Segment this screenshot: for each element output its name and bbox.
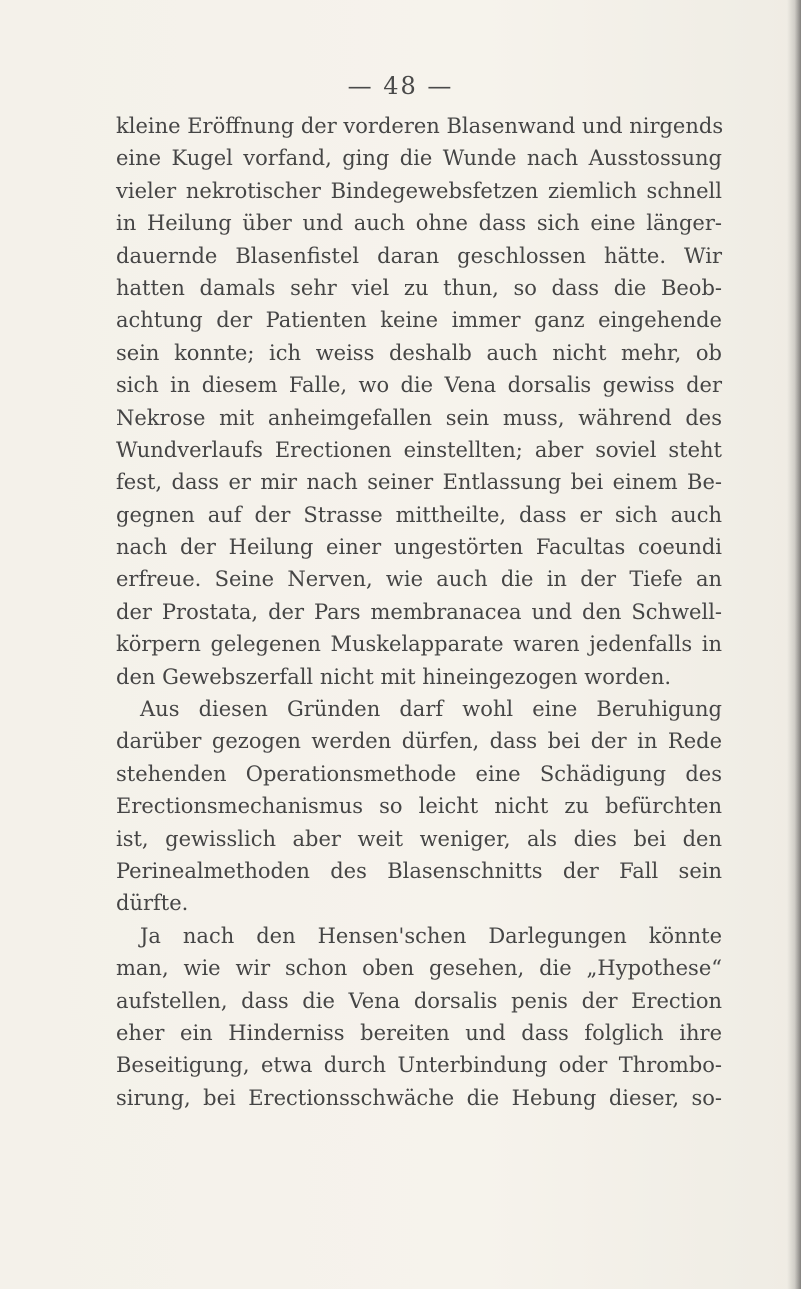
text-line: achtung der Patienten keine immer ganz eingehende xyxy=(116,308,722,333)
text-line: in Heilung über und auch ohne dass sich eine länger- xyxy=(116,211,722,236)
text-line: kleine Eröffnung der vorderen Blasenwand und nirgends xyxy=(116,114,724,138)
text-line: Perinealmethoden des Blasenschnitts der Fall sein xyxy=(116,858,722,883)
text-line: nach der Heilung einer ungestörten Facultas coeundi xyxy=(116,535,722,560)
text-line: fest, dass er mir nach seiner Entlassung bei einem Be- xyxy=(116,470,722,495)
text-line: dauernde Blasenfistel daran geschlossen hätte. Wir xyxy=(116,243,722,268)
text-line: aufstellen, dass die Vena dorsalis penis der Erection xyxy=(116,988,722,1013)
text-line: ist, gewisslich aber weit weniger, als dies bei den xyxy=(116,826,722,851)
text-line: den Gewebszerfall nicht mit hineingezogen worden. xyxy=(116,664,672,689)
text-line: Nekrose mit anheimgefallen sein muss, während des xyxy=(116,405,722,430)
text-line: eine Kugel vorfand, ging die Wunde nach Ausstossung xyxy=(116,146,722,171)
text-line: vieler nekrotischer Bindegewebsfetzen ziemlich schnell xyxy=(116,178,722,203)
text-line: stehenden Operationsmethode eine Schädigung des xyxy=(116,761,722,786)
text-line: gegnen auf der Strasse mittheilte, dass er sich auch xyxy=(116,502,722,527)
text-line: der Prostata, der Pars membranacea und den Schwell- xyxy=(116,599,722,624)
text-line: sich in diesem Falle, wo die Vena dorsalis gewiss der xyxy=(116,373,722,398)
text-line: man, wie wir schon oben gesehen, die „Hypothese“ xyxy=(116,956,722,981)
text-line: Wundverlaufs Erectionen einstellten; aber soviel steht xyxy=(116,437,722,462)
text-line: Beseitigung, etwa durch Unterbindung oder Thrombo- xyxy=(116,1053,722,1078)
body-text xyxy=(116,110,722,1114)
page-edge-shadow xyxy=(787,0,801,1289)
paragraph-start-line: Ja nach den Hensen'schen Darlegungen könnte xyxy=(140,923,722,948)
text-line: eher ein Hinderniss bereiten und dass folglich ihre xyxy=(116,1020,722,1045)
text-line: sein konnte; ich weiss deshalb auch nicht mehr, ob xyxy=(116,340,722,365)
text-line: Erectionsmechanismus so leicht nicht zu befürchten xyxy=(116,794,722,819)
page-number: — 48 — xyxy=(347,72,454,100)
text-line: sirung, bei Erectionsschwäche die Hebung dieser, so- xyxy=(116,1085,722,1110)
text-line: hatten damals sehr viel zu thun, so dass die Beob- xyxy=(116,275,722,300)
text-line: körpern gelegenen Muskelapparate waren jedenfalls in xyxy=(116,632,722,657)
text-line: erfreue. Seine Nerven, wie auch die in der Tiefe an xyxy=(116,567,722,592)
text-line: darüber gezogen werden dürfen, dass bei der in Rede xyxy=(116,729,722,754)
paragraph-start-line: Aus diesen Gründen darf wohl eine Beruhigung xyxy=(140,697,722,722)
text-line: dürfte. xyxy=(116,891,189,916)
